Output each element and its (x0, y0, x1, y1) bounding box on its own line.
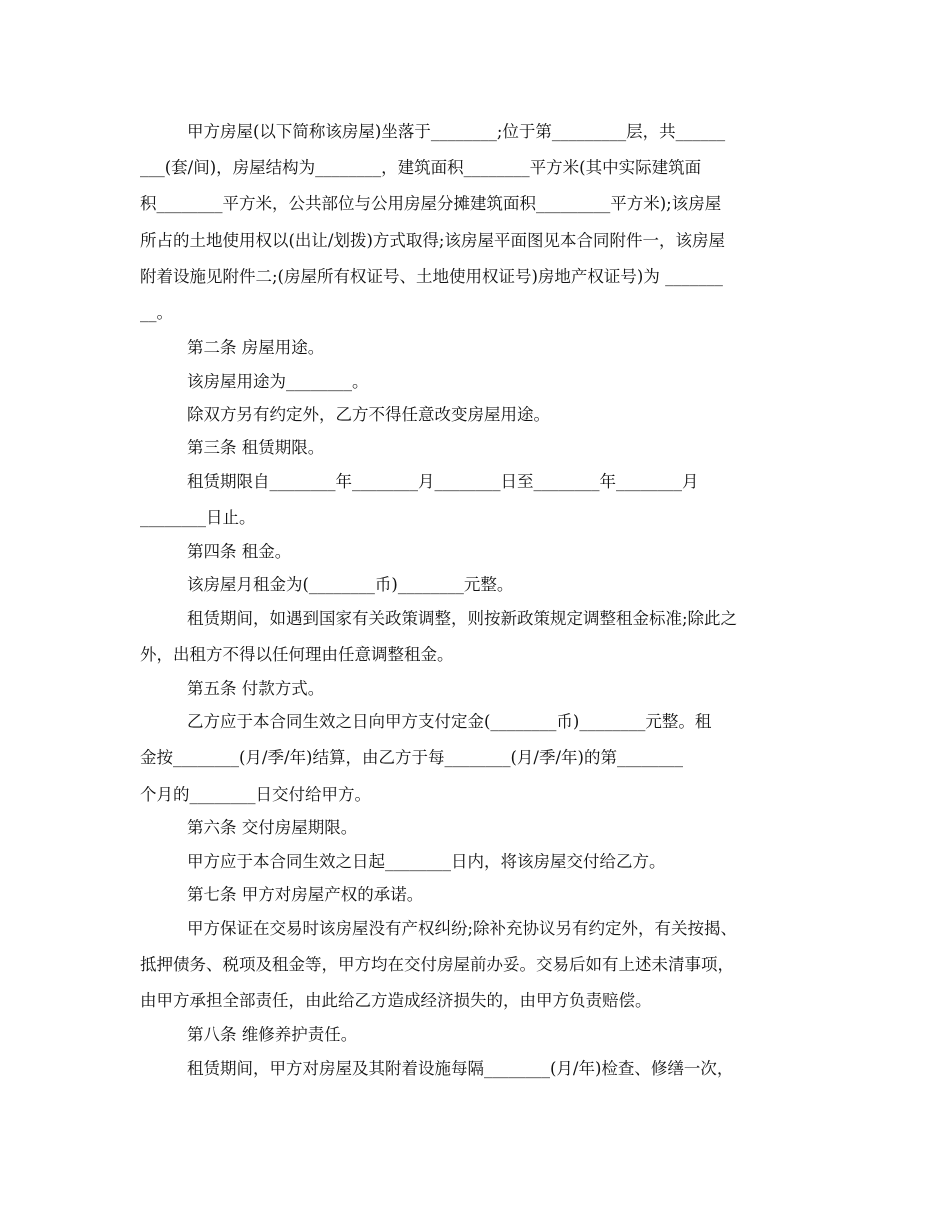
text-line: __。 (140, 303, 173, 322)
section-heading: 第八条 维修养护责任。 (187, 1025, 358, 1044)
text-line: 外，出租方不得以任何理由任意调整租金。 (140, 645, 454, 664)
text-line: 由甲方承担全部责任，由此给乙方造成经济损失的，由甲方负责赔偿。 (140, 991, 652, 1010)
text-line: 租赁期间，如遇到国家有关政策调整，则按新政策规定调整租金标准;除此之 (187, 609, 738, 628)
text-line: 抵押债务、税项及租金等，甲方均在交付房屋前办妥。交易后如有上述未清事项， (140, 955, 734, 974)
text-line: 积________平方米，公共部位与公用房屋分摊建筑面积_________平方米);该房屋 (140, 194, 722, 213)
section-heading: 第六条 交付房屋期限。 (187, 818, 358, 837)
text-line: 甲方房屋(以下简称该房屋)坐落于________;位于第_________层，共______ (187, 122, 726, 141)
text-line: 甲方保证在交易时该房屋没有产权纠纷;除补充协议另有约定外，有关按揭、 (187, 919, 738, 938)
text-line: 附着设施见附件二;(房屋所有权证号、土地使用权证号)房地产权证号)为 _______ (140, 267, 723, 286)
text-line: 甲方应于本合同生效之日起________日内，将该房屋交付给乙方。 (187, 852, 666, 871)
section-heading: 第二条 房屋用途。 (187, 338, 325, 357)
text-line: ________日止。 (140, 508, 256, 527)
text-line: 该房屋月租金为(________币)________元整。 (187, 575, 514, 594)
section-heading: 第七条 甲方对房屋产权的承诺。 (187, 885, 424, 904)
text-line: ___(套/间)，房屋结构为________，建筑面积________平方米(其中实际建筑面 (140, 158, 702, 177)
text-line: 所占的土地使用权以(出让/划拨)方式取得;该房屋平面图见本合同附件一，该房屋 (140, 231, 725, 250)
section-heading: 第五条 付款方式。 (187, 679, 325, 698)
text-line: 乙方应于本合同生效之日向甲方支付定金(________币)________元整。租 (187, 712, 712, 731)
text-line: 除双方另有约定外，乙方不得任意改变房屋用途。 (187, 405, 550, 424)
text-line: 个月的________日交付给甲方。 (140, 785, 371, 804)
text-line: 租赁期间，甲方对房屋及其附着设施每隔________(月/年)检查、修缮一次， (187, 1059, 734, 1078)
section-heading: 第四条 租金。 (187, 542, 292, 561)
text-line: 金按________(月/季/年)结算，由乙方于每________(月/季/年)的第________ (140, 748, 683, 767)
text-line: 租赁期限自________年________月________日至________年________月 (187, 472, 699, 491)
text-line: 该房屋用途为________。 (187, 372, 369, 391)
section-heading: 第三条 租赁期限。 (187, 438, 325, 457)
